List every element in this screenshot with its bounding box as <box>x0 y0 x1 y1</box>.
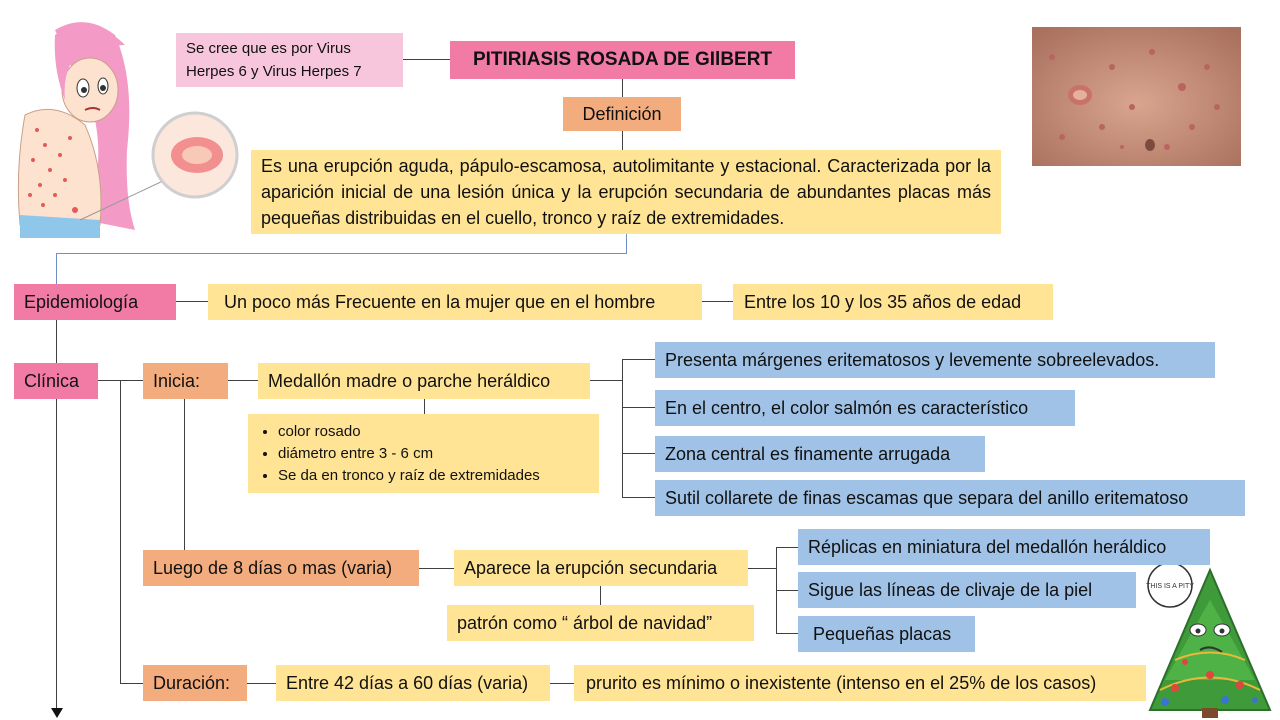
herald-feature-collarette: Sutil collarete de finas escamas que separa del anillo eritematoso <box>655 480 1245 516</box>
epidemiology-age-range: Entre los 10 y los 35 años de edad <box>733 284 1053 320</box>
list-item: • Se da en tronco y raíz de extremidades <box>278 465 540 487</box>
epidemiology-sex-ratio: Un poco más Frecuente en la mujer que en el hombre <box>208 284 702 320</box>
secondary-feature-cleavage: Sigue las líneas de clivaje de la piel <box>798 572 1136 608</box>
duration-range: Entre 42 días a 60 días (varia) <box>276 665 550 701</box>
page-title: PITIRIASIS ROSADA DE GIlBERT <box>450 41 795 79</box>
secondary-eruption-box: Aparece la erupción secundaria <box>454 550 748 586</box>
down-arrow-icon <box>51 708 63 718</box>
herald-patch-bullets <box>248 421 540 487</box>
cause-note: Se cree que es por Virus Herpes 6 y Virus Herpes 7 <box>176 33 403 87</box>
christmas-tree-illustration <box>1130 560 1280 720</box>
herald-patch-box: Medallón madre o parche heráldico <box>258 363 590 399</box>
pruritus-note: prurito es mínimo o inexistente (intenso en el 25% de los casos) <box>574 665 1146 701</box>
herald-patch-details <box>248 414 599 493</box>
onset-label: Inicia: <box>143 363 228 399</box>
herald-feature-center: En el centro, el color salmón es característico <box>655 390 1075 426</box>
herald-feature-margins: Presenta márgenes eritematosos y levemente sobreelevados. <box>655 342 1215 378</box>
clinical-label: Clínica <box>14 363 98 399</box>
epidemiology-label: Epidemiología <box>14 284 176 320</box>
skin-photo <box>1032 27 1241 166</box>
christmas-tree-pattern: patrón como “ árbol de navidad” <box>447 605 754 641</box>
list-item: • diámetro entre 3 - 6 cm <box>278 443 540 465</box>
tree-speech-text: THIS IS A PITY <box>1146 583 1194 590</box>
later-label: Luego de 8 días o mas (varia) <box>143 550 419 586</box>
secondary-feature-replicas: Réplicas en miniatura del medallón heráldico <box>798 529 1210 565</box>
secondary-feature-small-plaques: Pequeñas placas <box>798 616 975 652</box>
definition-text: Es una erupción aguda, pápulo-escamosa, autolimitante y estacional. Caracterizada por la aparición inicial de una lesión única y la erupción secundaria de abundantes placas más pequeñas distribuidas en el cuello, tronco y raíz de extremidades. <box>251 150 1001 234</box>
definition-label: Definición <box>563 97 681 131</box>
herald-feature-wrinkled: Zona central es finamente arrugada <box>655 436 985 472</box>
list-item: • color rosado <box>278 421 540 443</box>
duration-label: Duración: <box>143 665 247 701</box>
